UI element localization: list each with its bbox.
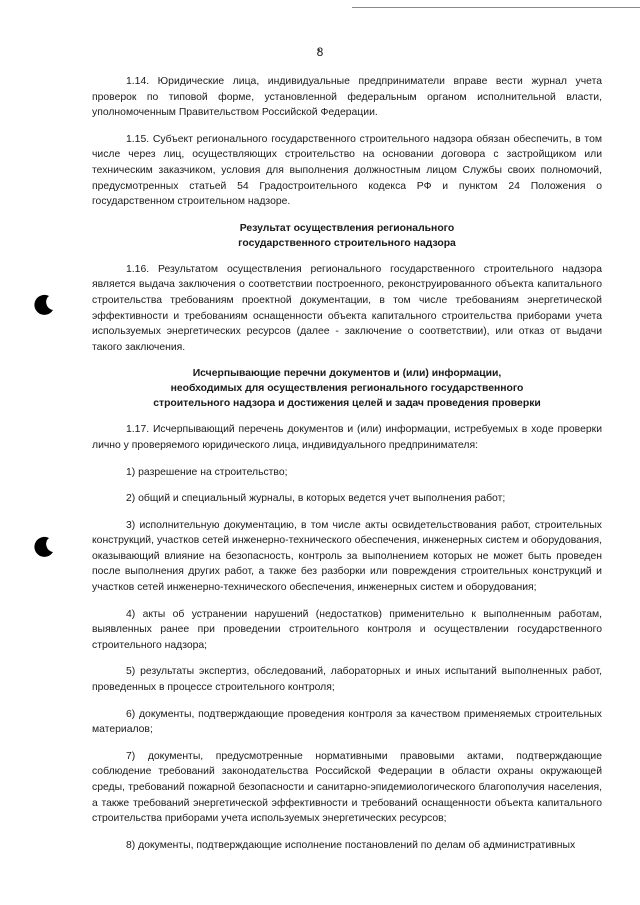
heading-line: строительного надзора и достижения целей и задач проведения проверки — [153, 398, 541, 410]
scan-edge-line — [352, 7, 640, 8]
heading-line: Исчерпывающие перечни документов и (или) информации, — [192, 368, 502, 380]
punch-hole-mark — [33, 536, 55, 558]
document-body — [92, 74, 602, 864]
list-item: 3) исполнительную документацию, в том числе акты освидетельствования работ, строительных конструкций, участков сетей инженерно-технического обеспечения, инженерных систем и оборудования, оказывающий влияние на безопасность, контроль за выполнением которых не может быть проведен после выполнения других работ, а также без разборки или повреждения строительных конструкций и участков сетей инженерно-технического обеспечения, инженерных систем и оборудования; — [92, 519, 602, 594]
heading-line: Результат осуществления регионального — [239, 222, 455, 234]
page-number: 8 — [316, 45, 324, 59]
paragraph-1-15: 1.15. Субъект регионального государственного строительного надзора обязан обеспечить, в том числе через лиц, осуществляющих строительство на основании договора с застройщиком или техническим заказчиком, условия для выполнения должностным лицом Службы своих полномочий, предусмотренных статьей 54 Градостроительного кодекса РФ и пунктом 24 Положения о государственном строительном надзоре. — [92, 133, 602, 208]
heading-line: необходимых для осуществления регионального государственного — [170, 383, 524, 395]
list-item: 2) общий и специальный журналы, в которых ведется учет выполнения работ; — [126, 493, 506, 505]
punch-hole-mark — [33, 294, 55, 316]
section-heading-result — [92, 221, 602, 251]
paragraph-1-16: 1.16. Результатом осуществления регионального государственного строительного надзора является выдача заключения о соответствии построенного, реконструированного объекта капитального строительства требованиям проектной документации, в том числе требованиям энергетической эффективности и требованиям оснащенности объекта капитального строительства приборами учета используемых энергетических ресурсов (далее - заключение о соответствии), или отказ от выдачи такого заключения. — [92, 263, 602, 353]
list-item: 7) документы, предусмотренные нормативными правовыми актами, подтверждающие соблюдение требований законодательства Российской Федерации в области охраны окружающей среды, требований пожарной безопасности и санитарно-эпидемиологического благополучия населения, а также требований энергетической эффективности и требований оснащенности объекта капитального строительства приборами учета используемых энергетических ресурсов; — [92, 750, 602, 825]
paragraph-1-14: 1.14. Юридические лица, индивидуальные предприниматели вправе вести журнал учета проверок по типовой форме, установленной федеральным органом исполнительной власти, уполномоченным Правительством Российской Федерации. — [92, 76, 602, 119]
heading-line: государственного строительного надзора — [238, 237, 456, 249]
section-heading-lists — [92, 366, 602, 411]
list-item: 6) документы, подтверждающие проведения контроля за качеством применяемых строительных материалов; — [92, 708, 602, 736]
list-item: 5) результаты экспертиз, обследований, лабораторных и иных испытаний выполненных работ, проведенных в процессе строительного контроля; — [92, 666, 602, 694]
list-item: 4) акты об устранении нарушений (недостатков) применительно к выполненным работам, выявленных ранее при проведении строительного контроля и осуществлении государственного строительного надзора; — [92, 608, 602, 651]
list-item: 8) документы, подтверждающие исполнение постановлений по делам об административных — [126, 839, 576, 851]
list-item: 1) разрешение на строительство; — [126, 466, 288, 478]
paragraph-1-17: 1.17. Исчерпывающий перечень документов и (или) информации, истребуемых в ходе проверки лично у проверяемого юридического лица, индивидуального предпринимателя: — [92, 424, 602, 451]
